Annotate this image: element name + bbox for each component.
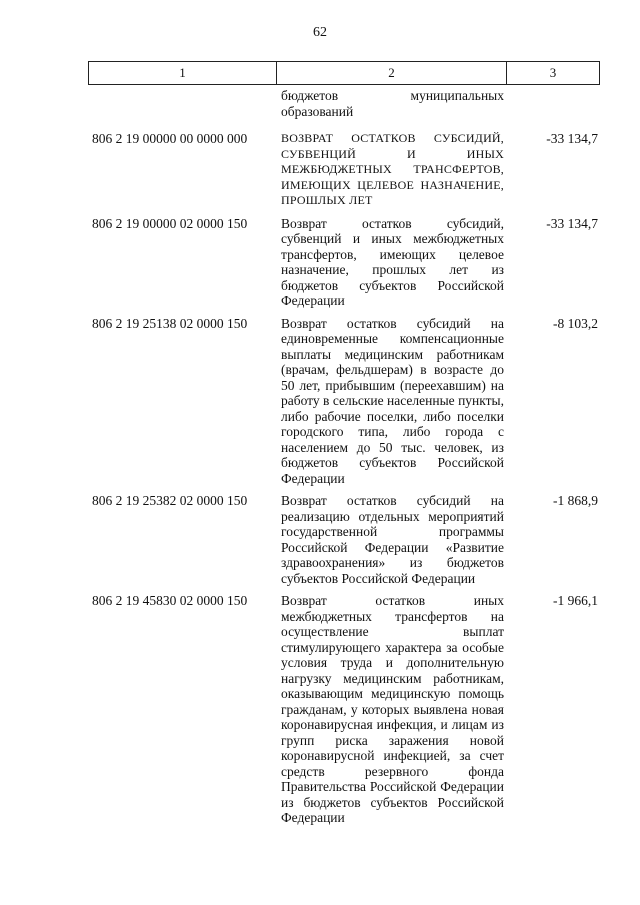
row-code: 806 2 19 25138 02 0000 150 — [92, 315, 248, 331]
column-header-1: 1 — [89, 62, 277, 84]
row-code: 806 2 19 45830 02 0000 150 — [92, 593, 248, 608]
table-row — [88, 131, 600, 209]
table-body — [88, 88, 600, 833]
column-header-2: 2 — [277, 62, 507, 84]
row-description: Возврат остатков субсидий на реализацию отдельных мероприятий государственной программы Российской Федерации «Развитие здравоохранения» из бюджетов субъектов Российской Федерации — [281, 493, 504, 586]
table-row — [88, 493, 600, 586]
row-code: 806 2 19 00000 02 0000 150 — [92, 215, 248, 231]
row-amount: -8 103,2 — [553, 315, 598, 331]
table-header-row — [88, 61, 600, 85]
table-row — [88, 216, 600, 309]
table-row-continuation — [88, 88, 600, 119]
page-number: 62 — [313, 25, 327, 40]
row-amount: -1 966,1 — [553, 593, 598, 608]
row-description: ВОЗВРАТ ОСТАТКОВ СУБСИДИЙ, СУБВЕНЦИЙ И ИНЫХ МЕЖБЮДЖЕТНЫХ ТРАНСФЕРТОВ, ИМЕЮЩИХ ЦЕЛЕВОЕ НАЗНАЧЕНИЕ, ПРОШЛЫХ ЛЕТ — [281, 131, 504, 207]
table-row — [88, 316, 600, 487]
row-description: бюджетов муниципальных образований — [281, 88, 504, 119]
row-description: Возврат остатков субсидий, субвенций и иных межбюджетных трансфертов, имеющих целевое назначение, прошлых лет из бюджетов субъектов Российской Федерации — [281, 215, 504, 308]
row-amount: -33 134,7 — [546, 215, 598, 231]
row-code: 806 2 19 25382 02 0000 150 — [92, 493, 248, 508]
row-code: 806 2 19 00000 00 0000 000 — [92, 131, 248, 146]
row-description: Возврат остатков иных межбюджетных трансфертов на осуществление выплат стимулирующего характера за особые условия труда и дополнительную нагрузку медицинским работникам, оказывающим медицинскую помощь гражданам, у которых выявлена новая коронавирусная инфекция, и лицам из групп риска заражения новой коронавирусной инфекцией, за счет средств резервного фонда Правительства Российской Федерации из бюджетов субъектов Российской Федерации — [281, 593, 504, 825]
row-description: Возврат остатков субсидий на единовременные компенсационные выплаты медицинским работникам (врачам, фельдшерам) в возрасте до 50 лет, прибывшим (переехавшим) на работу в сельские населенные пункты, либо рабочие поселки, либо поселки городского типа, либо города с населением до 50 тыс. человек, из бюджетов субъектов Российской Федерации — [281, 315, 504, 486]
column-header-3: 3 — [549, 65, 557, 80]
row-amount: -1 868,9 — [553, 493, 598, 508]
row-amount: -33 134,7 — [546, 131, 598, 146]
table-row — [88, 593, 600, 826]
